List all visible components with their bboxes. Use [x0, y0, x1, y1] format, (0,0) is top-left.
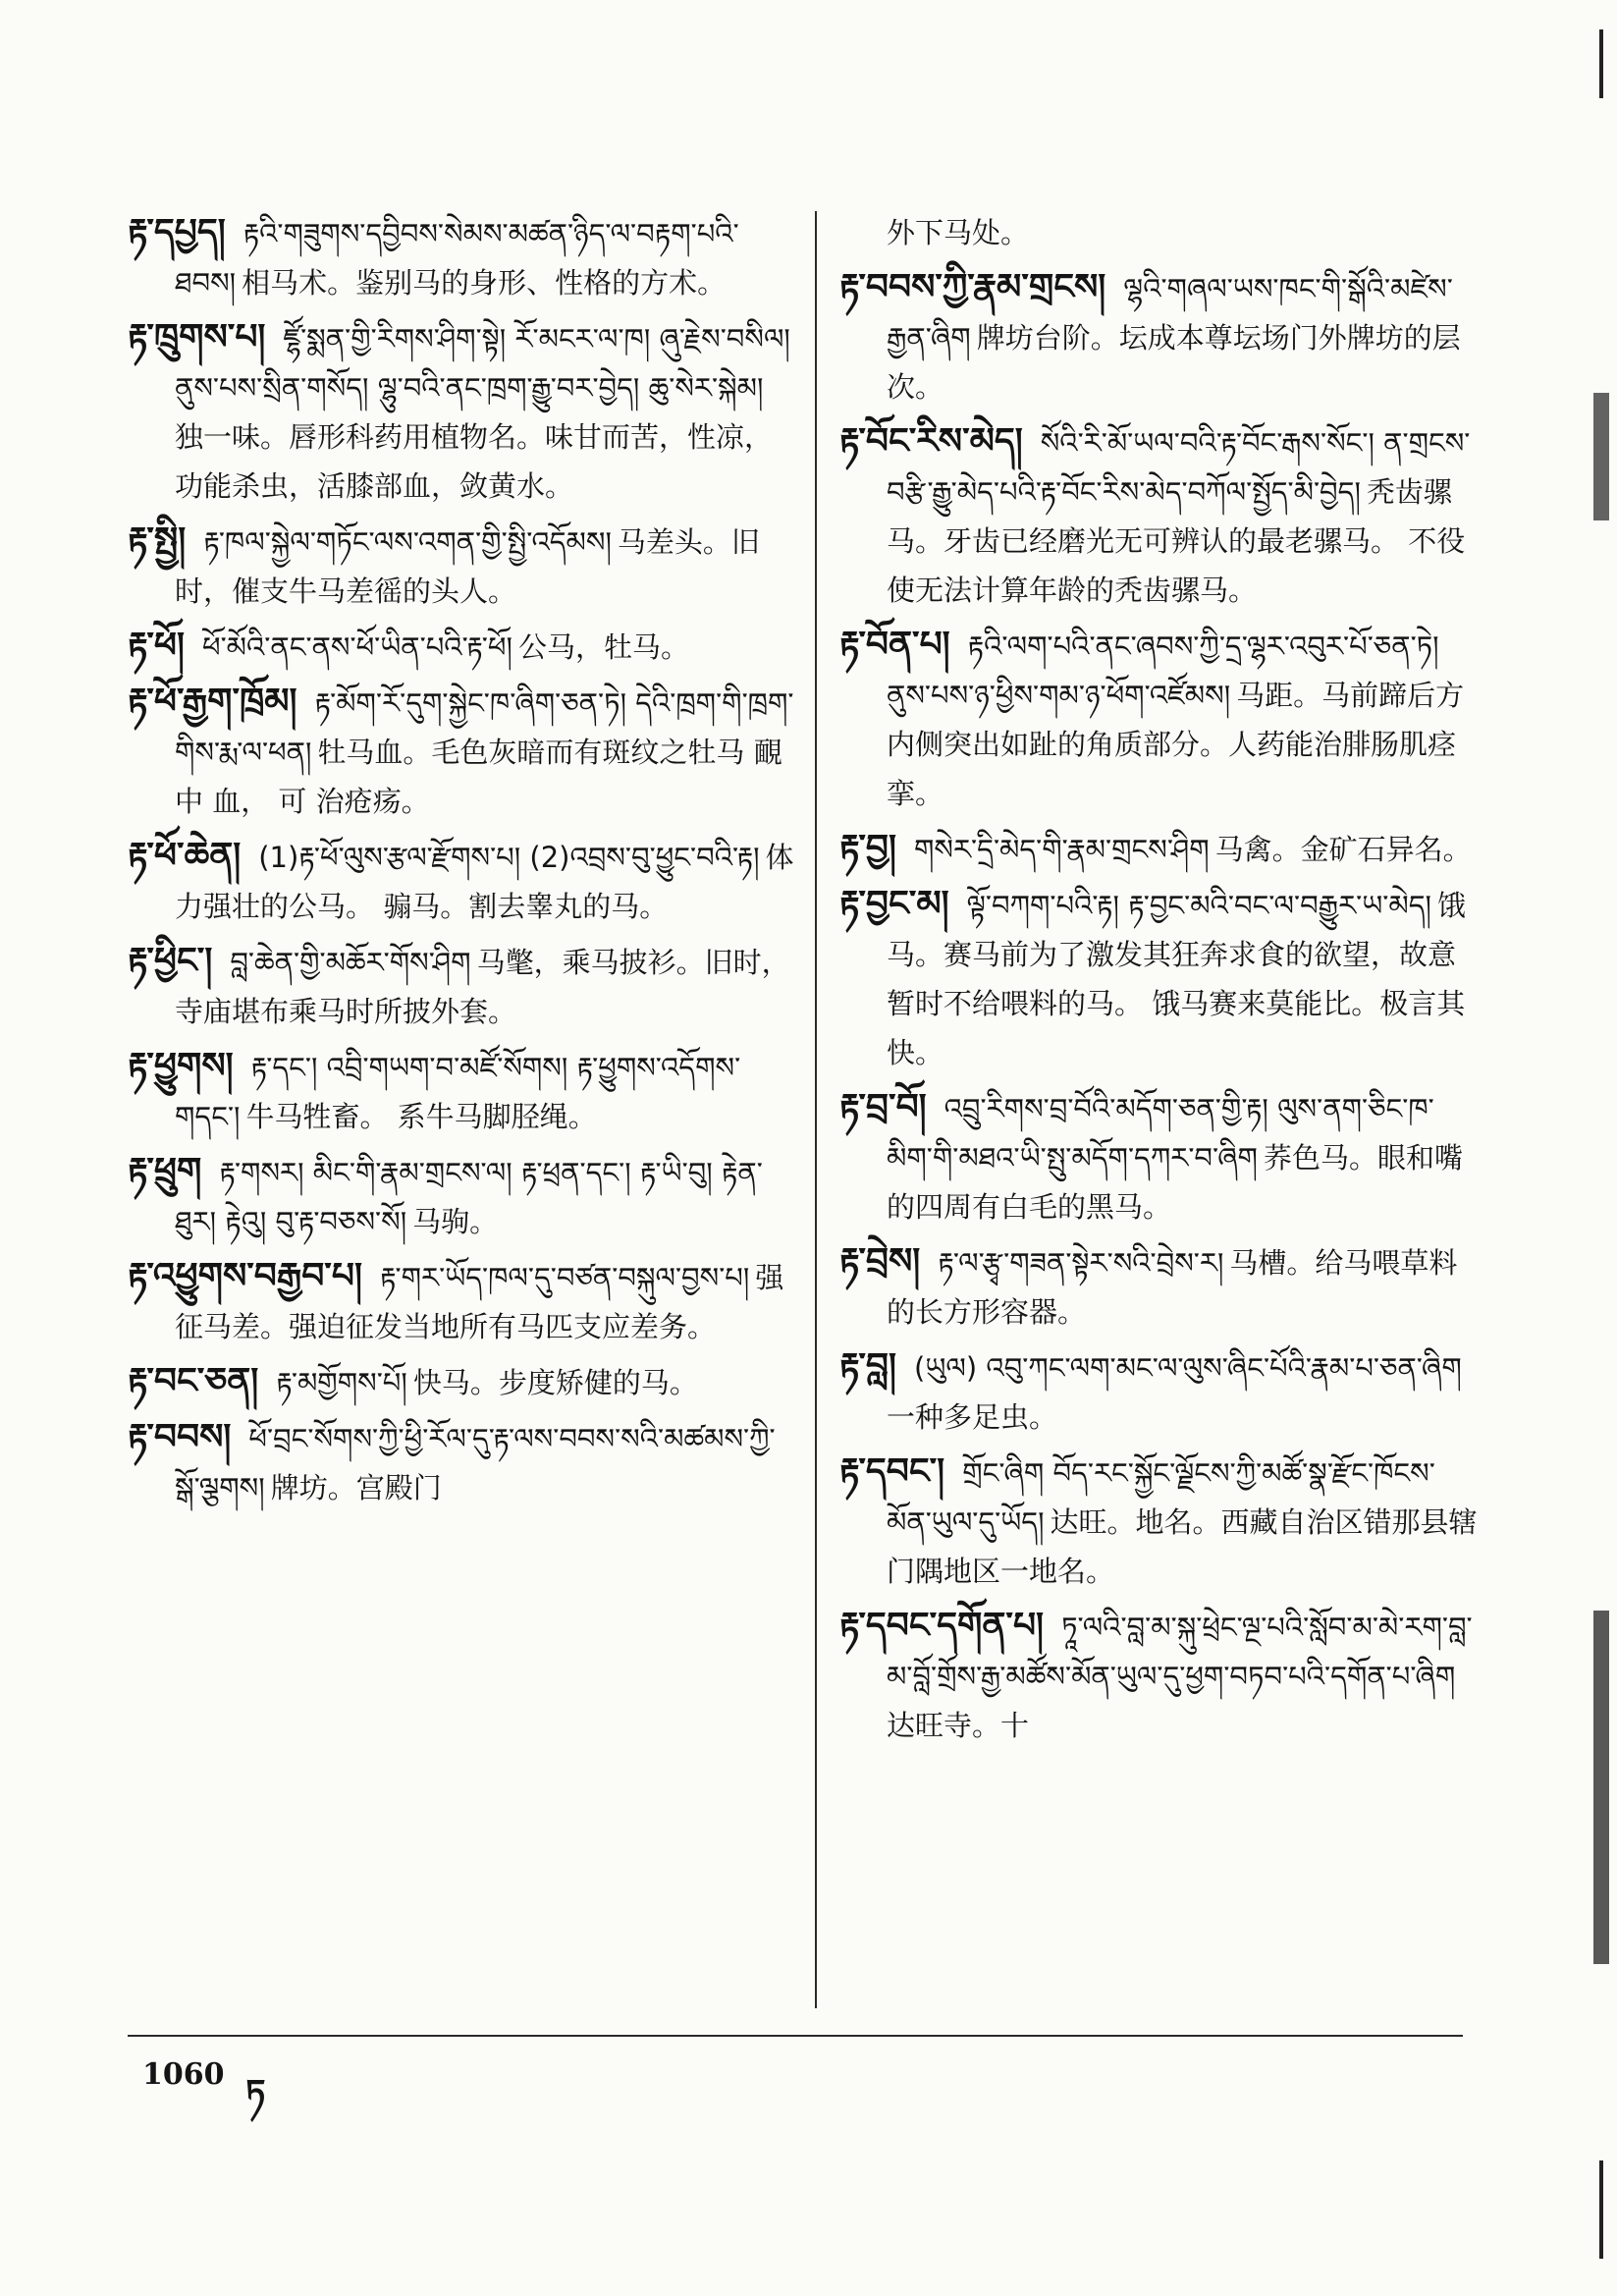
- entry-tibetan-definition: སོའི་རི་མོ་ཡལ་བའི་རྟ་བོང་རྒས་སོང་། ན་གྲངས་བརྩི་རྒྱུ་མེད་པའི་རྟ་བོང་རིས་མེད་བཀོལ་སྤྱོད་མི་བྱེད།: [887, 426, 1471, 509]
- entry-tibetan-definition: རྟ་གསར། མིང་གི་རྣམ་གྲངས་ལ། རྟ་ཕྲན་དང་། རྟ་ཡི་བུ། རྟེན་ཐུར། རྟེའུ། བུ་རྟ་བཅས་སོ།: [175, 1156, 763, 1238]
- column-divider: [815, 211, 817, 2008]
- dictionary-entry: [839, 1083, 1478, 1231]
- entry-headword: རྟ་ཕོ།: [128, 626, 185, 666]
- entry-tibetan-definition: (ཡུལ) འབུ་ཀང་ལག་མང་ལ་ལུས་ཞིང་པོའི་རྣམ་པ་ཅན་ཞིག: [914, 1351, 1462, 1385]
- edge-mark: [1593, 393, 1609, 520]
- entry-headword: རྟ་ཕོ་རྒྱག་ཁྲོམ།: [128, 682, 297, 722]
- page-letter: ཏ: [245, 2073, 266, 2113]
- dictionary-entry: [128, 313, 795, 511]
- dictionary-entry: [128, 1357, 795, 1407]
- entry-chinese-definition: 马距。马前蹄后方内侧突出如趾的角质部分。人药能治腓肠肌痉挛。: [887, 679, 1465, 810]
- dictionary-entry: [128, 208, 795, 307]
- entry-tibetan-definition: རྟ་མོག་རོ་དུག་སྐྱེང་ཁ་ཞིག་ཅན་ཏེ། དེའི་ཁྲག་གི་ཁྲག་གིས་རྨ་ལ་ཕན།: [175, 686, 794, 769]
- entry-headword: རྟ་བབས་ཀྱི་རྣམ་གྲངས།: [839, 267, 1106, 307]
- entry-headword: རྟ་ཁྲུགས་པ།: [128, 317, 266, 357]
- entry-chinese-definition: 牛马牲畜。 系牛马脚胫绳。: [245, 1100, 597, 1133]
- entry-tibetan-definition: རྟ་དང་། འབྲི་གཡག་བ་མཛོ་སོགས། རྟ་ཕྱུགས་འདོགས་གདང་།: [175, 1051, 741, 1133]
- entry-chinese-definition: 独一味。唇形科药用植物名。味甘而苦，性凉，功能杀虫，活膝部血，敛黄水。: [175, 420, 774, 503]
- entry-tibetan-definition: ཏཱ་ལའི་བླ་མ་སྐུ་ཕྲེང་ལྔ་པའི་སློབ་མ་མེ་རག་བླ་མ་བློ་གྲོས་རྒྱ་མཚོས་མོན་ཡུལ་དུ་ཕྱག་བཏབ་པའི་དགོན་པ་ཞིག: [887, 1611, 1473, 1693]
- entry-chinese-definition: 马氅，乘马披衫。旧时，寺庙堪布乘马时所披外套。: [175, 946, 790, 1028]
- entry-chinese-definition: 达旺寺。十: [887, 1709, 1030, 1742]
- entry-tibetan-definition: རྟ་གར་ཡོད་ཁལ་དུ་བཙན་བསྐུལ་བྱས་པ།: [379, 1261, 750, 1294]
- dictionary-entry: [128, 937, 795, 1036]
- entry-tibetan-definition: རྟ་མགྱོགས་པོ།: [276, 1366, 407, 1399]
- entry-chinese-definition: 牡马血。毛色灰暗而有斑纹之牡马 靦 中 血， 可 治疮疡。: [175, 736, 782, 818]
- entry-chinese-definition: 马禽。金矿石异名。: [1214, 833, 1472, 866]
- dictionary-entry: [839, 1237, 1478, 1337]
- dictionary-entry: [128, 517, 795, 616]
- entry-tibetan-definition: འབྲུ་རིགས་བྲ་བོའི་མདོག་ཅན་གྱི་རྟ། ལུས་ནག་ཅིང་ཁ་མིག་གི་མཐའ་ཡི་སྤུ་མདོག་དཀར་བ་ཞིག: [887, 1092, 1434, 1175]
- entry-headword: རྟ་སྤྱི།: [128, 520, 187, 561]
- dictionary-entry: [839, 1342, 1478, 1442]
- entry-tibetan-definition: རྟ་ལ་རྩྭ་གཟན་སྟེར་སའི་བྲེས་ར།: [938, 1246, 1224, 1280]
- entry-headword: རྟ་དབང་།: [839, 1451, 945, 1492]
- dictionary-entry: [839, 824, 1478, 874]
- entry-headword: རྟ་བང་ཅན།: [128, 1361, 259, 1401]
- entry-chinese-definition: 外下马处。: [887, 216, 1030, 249]
- entry-headword: རྟ་འཕྱུགས་བརྒྱབ་པ།: [128, 1256, 362, 1296]
- dictionary-entry: [839, 263, 1478, 411]
- entry-chinese-definition: 一种多足虫。: [887, 1400, 1058, 1434]
- entry-headword: རྟ་བབས།: [128, 1417, 232, 1457]
- entry-tibetan-definition: ལྷའི་གཞལ་ཡས་ཁང་གི་སྒོའི་མཛེས་རྒྱན་ཞིག: [887, 272, 1453, 355]
- entry-chinese-definition: 荞色马。眼和嘴的四周有白毛的黑马。: [887, 1141, 1463, 1224]
- entry-chinese-definition: 体力强壮的公马。 骟马。割去睾丸的马。: [175, 841, 794, 923]
- edge-mark: [1593, 1611, 1609, 1964]
- entry-chinese-definition: 马槽。给马喂草料的长方形容器。: [887, 1246, 1458, 1329]
- dictionary-entry: [839, 417, 1478, 615]
- edge-mark: [1599, 2160, 1603, 2259]
- entry-tibetan-definition: ལྟོ་བཀག་པའི་རྟ། རྟ་བྱང་མའི་བང་ལ་བརྒྱུར་ཡ་མེད།: [966, 889, 1431, 922]
- entry-tibetan-definition: ཛྷོ་སྨན་གྱི་རིགས་ཤིག་སྟེ། རོ་མངར་ལ་ཁ། ཞུ་རྗེས་བསིལ། ནུས་པས་སྲིན་གསོད། ལྷུ་བའི་ནང་ཁྲག་རྒྱུ་བར་བྱེད། ཆུ་སེར་སྐེམ།: [175, 322, 790, 405]
- dictionary-entry: [128, 1252, 795, 1351]
- dictionary-entry: [128, 678, 795, 826]
- entry-headword: རྟ་བྱ།: [839, 828, 896, 868]
- dictionary-entry: [839, 208, 1478, 257]
- entry-chinese-definition: 牌坊。宫殿门: [270, 1471, 442, 1504]
- left-column: [128, 208, 795, 1518]
- entry-headword: རྟ་བོང་རིས་མེད།: [839, 421, 1023, 462]
- dictionary-entry: [839, 880, 1478, 1077]
- edge-mark: [1599, 29, 1603, 98]
- entry-headword: རྟ་བླ།: [839, 1346, 896, 1387]
- entry-chinese-definition: 相马术。鉴别马的身形、性格的方术。: [242, 266, 727, 300]
- entry-chinese-definition: 达旺。地名。西藏自治区错那县辖门隅地区一地名。: [887, 1505, 1478, 1588]
- entry-chinese-definition: 马差头。旧时，催支牛马差徭的头人。: [175, 525, 760, 608]
- entry-tibetan-definition: གྲོང་ཞིག བོད་རང་སྐྱོང་ལྗོངས་ཀྱི་མཚོ་སྣ་རྫོང་ཁོངས་མོན་ཡུལ་དུ་ཡོད།: [887, 1456, 1435, 1539]
- entry-headword: རྟ་བྲེས།: [839, 1241, 921, 1282]
- entry-chinese-definition: 饿马。赛马前为了激发其狂奔求食的欲望，故意暂时不给喂料的马。 饿马赛来莫能比。极言其快。: [887, 889, 1466, 1069]
- entry-chinese-definition: 马驹。: [412, 1205, 499, 1238]
- dictionary-entry: [128, 1147, 795, 1246]
- entry-tibetan-definition: བླ་ཆེན་གྱི་མཆོར་གོས་ཤིག: [230, 946, 471, 979]
- entry-tibetan-definition: ཕོ་བྲང་སོགས་ཀྱི་ཕྱི་རོལ་དུ་རྟ་ལས་བབས་སའི་མཚམས་ཀྱི་སྒོ་ལྕགས།: [175, 1422, 776, 1504]
- entry-headword: རྟ་ཕྱིང་།: [128, 941, 213, 981]
- entry-headword: རྟ་ཕོ་ཆེན།: [128, 836, 242, 876]
- entry-tibetan-definition: ཕོ་མོའི་ནང་ནས་ཕོ་ཡིན་པའི་རྟ་ཕོ།: [202, 630, 512, 664]
- entry-headword: རྟ་བྱང་མ།: [839, 884, 949, 924]
- entry-tibetan-definition: གསེར་དྲི་མེད་གི་རྣམ་གྲངས་ཤིག: [914, 833, 1210, 866]
- dictionary-entry: [839, 1602, 1478, 1750]
- entry-chinese-definition: 强征马差。强迫征发当地所有马匹支应差务。: [175, 1261, 784, 1343]
- right-column: [839, 208, 1478, 1756]
- dictionary-entry: [128, 622, 795, 672]
- dictionary-entry: [839, 1448, 1478, 1596]
- page-number: 1060: [142, 2057, 225, 2092]
- entry-headword: རྟ་ཕྲུག: [128, 1151, 202, 1191]
- footer-rule: [128, 2035, 1463, 2037]
- entry-tibetan-definition: རྟའི་གཟུགས་དབྱིབས་སེམས་མཚན་ཉིད་ལ་བརྟག་པའི་ཐབས།: [175, 217, 739, 300]
- dictionary-entry: [128, 832, 795, 931]
- entry-headword: རྟ་ཕྱུགས།: [128, 1046, 234, 1086]
- entry-tibetan-definition: (1)རྟ་ཕོ་ལུས་རྩལ་རྫོགས་པ། (2)འབྲས་བུ་ཕྱུང་བའི་རྟ།: [258, 841, 760, 874]
- entry-headword: རྟ་དབང་དགོན་པ།: [839, 1606, 1045, 1646]
- entry-chinese-definition: 公马，牡马。: [517, 630, 689, 664]
- entry-chinese-definition: 秃齿骡马。牙齿已经磨光无可辨认的最老骡马。 不役使无法计算年龄的秃齿骡马。: [887, 475, 1466, 607]
- entry-tibetan-definition: རྟའི་ལག་པའི་ནང་ཞབས་ཀྱི་དྲ་ལྷར་འབུར་པོ་ཅན་ཏེ། ནུས་པས་ཉ་ཕྱིས་གམ་ཉ་ཕོག་འཛོམས།: [887, 629, 1439, 712]
- dictionary-entry: [839, 621, 1478, 818]
- entry-headword: རྟ་བོན་པ།: [839, 625, 950, 665]
- entry-chinese-definition: 牌坊台阶。坛成本尊坛场门外牌坊的层次。: [887, 321, 1461, 404]
- dictionary-entry: [128, 1042, 795, 1141]
- entry-tibetan-definition: རྟ་ཁལ་སྐྱེལ་གཏོང་ལས་འགན་གྱི་སྤྱི་འདོམས།: [203, 525, 612, 559]
- entry-headword: རྟ་དཔྱད།: [128, 212, 226, 252]
- entry-chinese-definition: 快马。步度矫健的马。: [412, 1366, 698, 1399]
- dictionary-entry: [128, 1413, 795, 1512]
- entry-headword: རྟ་བྲ་བོ།: [839, 1087, 927, 1127]
